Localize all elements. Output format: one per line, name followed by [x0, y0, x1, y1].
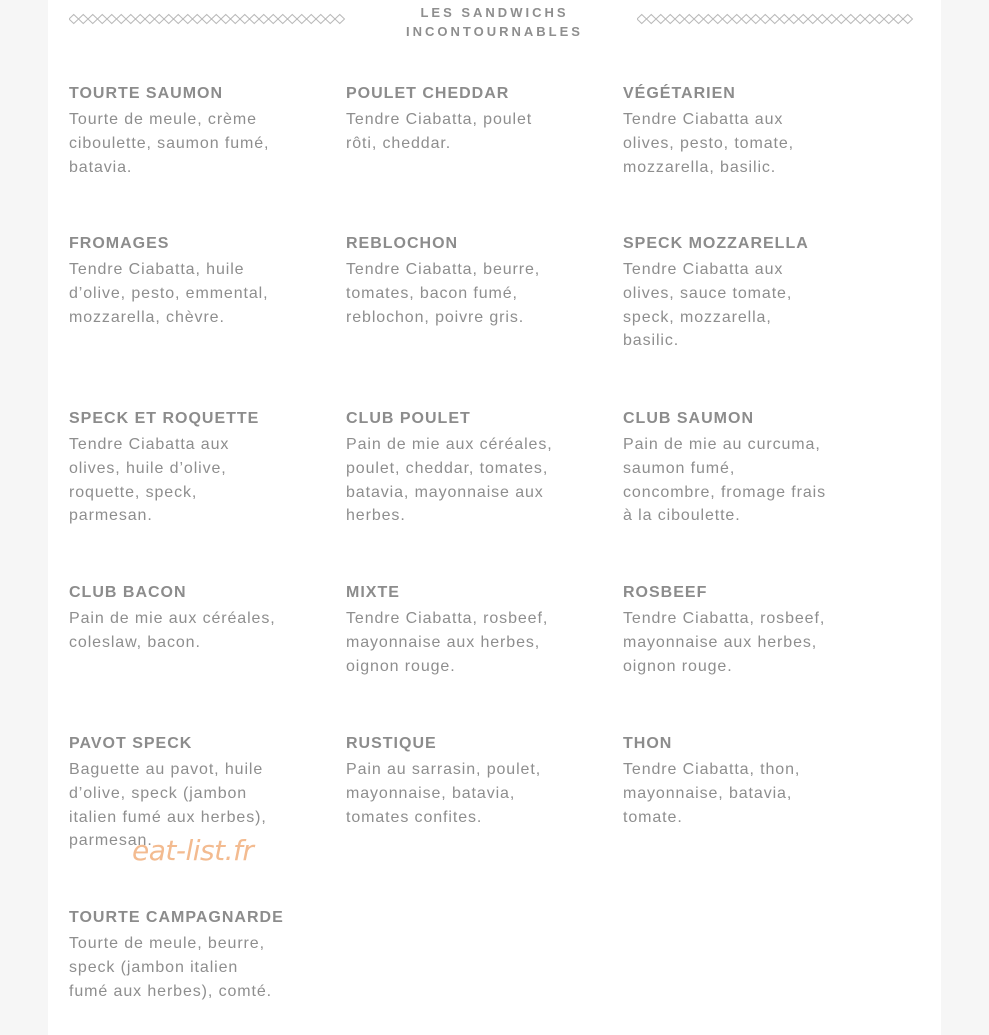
menu-item-description: Pain de mie au curcuma, saumon fumé, concombre, fromage frais à la ciboulette. — [623, 436, 827, 525]
menu-item-club-bacon — [69, 583, 309, 655]
menu-item-thon — [623, 734, 863, 829]
menu-item-name: CLUB POULET — [346, 410, 471, 427]
menu-item-description: Tourte de meule, beurre, speck (jambon italien fumé aux herbes), comté. — [69, 935, 273, 1000]
menu-item-name: MIXTE — [346, 584, 400, 601]
menu-item-name: THON — [623, 735, 673, 752]
menu-item-name: CLUB BACON — [69, 584, 187, 601]
menu-item-tourte-campagnarde — [69, 908, 309, 1003]
menu-item-description: Baguette au pavot, huile d’olive, speck (jambon italien fumé aux herbes), parmesan. — [69, 761, 267, 850]
right-ornament-icon — [637, 13, 920, 25]
section-title-line-2: INCONTOURNABLES — [406, 24, 583, 39]
menu-item-fromages — [69, 234, 309, 329]
menu-item-mixte — [346, 583, 586, 678]
menu-item-description: Tendre Ciabatta, beurre, tomates, bacon fumé, reblochon, poivre gris. — [346, 261, 541, 326]
menu-item-description: Pain de mie aux céréales, poulet, cheddar, tomates, batavia, mayonnaise aux herbes. — [346, 436, 553, 525]
menu-item-club-poulet — [346, 409, 586, 528]
menu-item-name: RUSTIQUE — [346, 735, 437, 752]
menu-item-description: Tendre Ciabatta, huile d’olive, pesto, emmental, mozzarella, chèvre. — [69, 261, 269, 326]
menu-item-description: Pain de mie aux céréales, coleslaw, bacon. — [69, 610, 276, 651]
menu-page — [48, 0, 941, 1035]
menu-item-rustique — [346, 734, 586, 829]
menu-item-name: CLUB SAUMON — [623, 410, 754, 427]
menu-item-tourte-saumon — [69, 84, 309, 179]
menu-item-description: Tendre Ciabatta, rosbeef, mayonnaise aux herbes, oignon rouge. — [623, 610, 826, 675]
menu-item-description: Tendre Ciabatta aux olives, sauce tomate, speck, mozzarella, basilic. — [623, 261, 793, 350]
menu-item-club-saumon — [623, 409, 863, 528]
section-title-line-1: LES SANDWICHS — [420, 5, 569, 20]
menu-item-description: Tendre Ciabatta, rosbeef, mayonnaise aux herbes, oignon rouge. — [346, 610, 549, 675]
section-title — [348, 3, 641, 41]
menu-item-name: PAVOT SPECK — [69, 735, 193, 752]
menu-item-speck-mozzarella — [623, 234, 863, 353]
menu-item-name: ROSBEEF — [623, 584, 708, 601]
menu-item-name: REBLOCHON — [346, 235, 459, 252]
menu-item-vegetarien — [623, 84, 863, 179]
menu-item-name: FROMAGES — [69, 235, 170, 252]
menu-item-name: VÉGÉTARIEN — [623, 85, 736, 102]
menu-item-description: Tendre Ciabatta aux olives, huile d’olive, roquette, speck, parmesan. — [69, 436, 230, 525]
section-header — [48, 0, 941, 44]
left-ornament-icon — [69, 13, 352, 25]
menu-item-description: Tendre Ciabatta, poulet rôti, cheddar. — [346, 111, 533, 152]
menu-item-name: TOURTE SAUMON — [69, 85, 224, 102]
menu-item-speck-et-roquette — [69, 409, 309, 528]
watermark-logo: eat-list.fr — [132, 834, 254, 867]
menu-item-name: TOURTE CAMPAGNARDE — [69, 909, 284, 926]
menu-item-reblochon — [346, 234, 586, 329]
menu-item-description: Tendre Ciabatta aux olives, pesto, tomate, mozzarella, basilic. — [623, 111, 794, 176]
menu-item-description: Pain au sarrasin, poulet, mayonnaise, batavia, tomates confites. — [346, 761, 542, 826]
menu-item-description: Tendre Ciabatta, thon, mayonnaise, batavia, tomate. — [623, 761, 801, 826]
menu-item-name: SPECK MOZZARELLA — [623, 235, 809, 252]
menu-item-name: SPECK ET ROQUETTE — [69, 410, 260, 427]
menu-item-description: Tourte de meule, crème ciboulette, saumon fumé, batavia. — [69, 111, 270, 176]
menu-item-poulet-cheddar — [346, 84, 586, 156]
menu-item-name: POULET CHEDDAR — [346, 85, 510, 102]
menu-item-rosbeef — [623, 583, 863, 678]
